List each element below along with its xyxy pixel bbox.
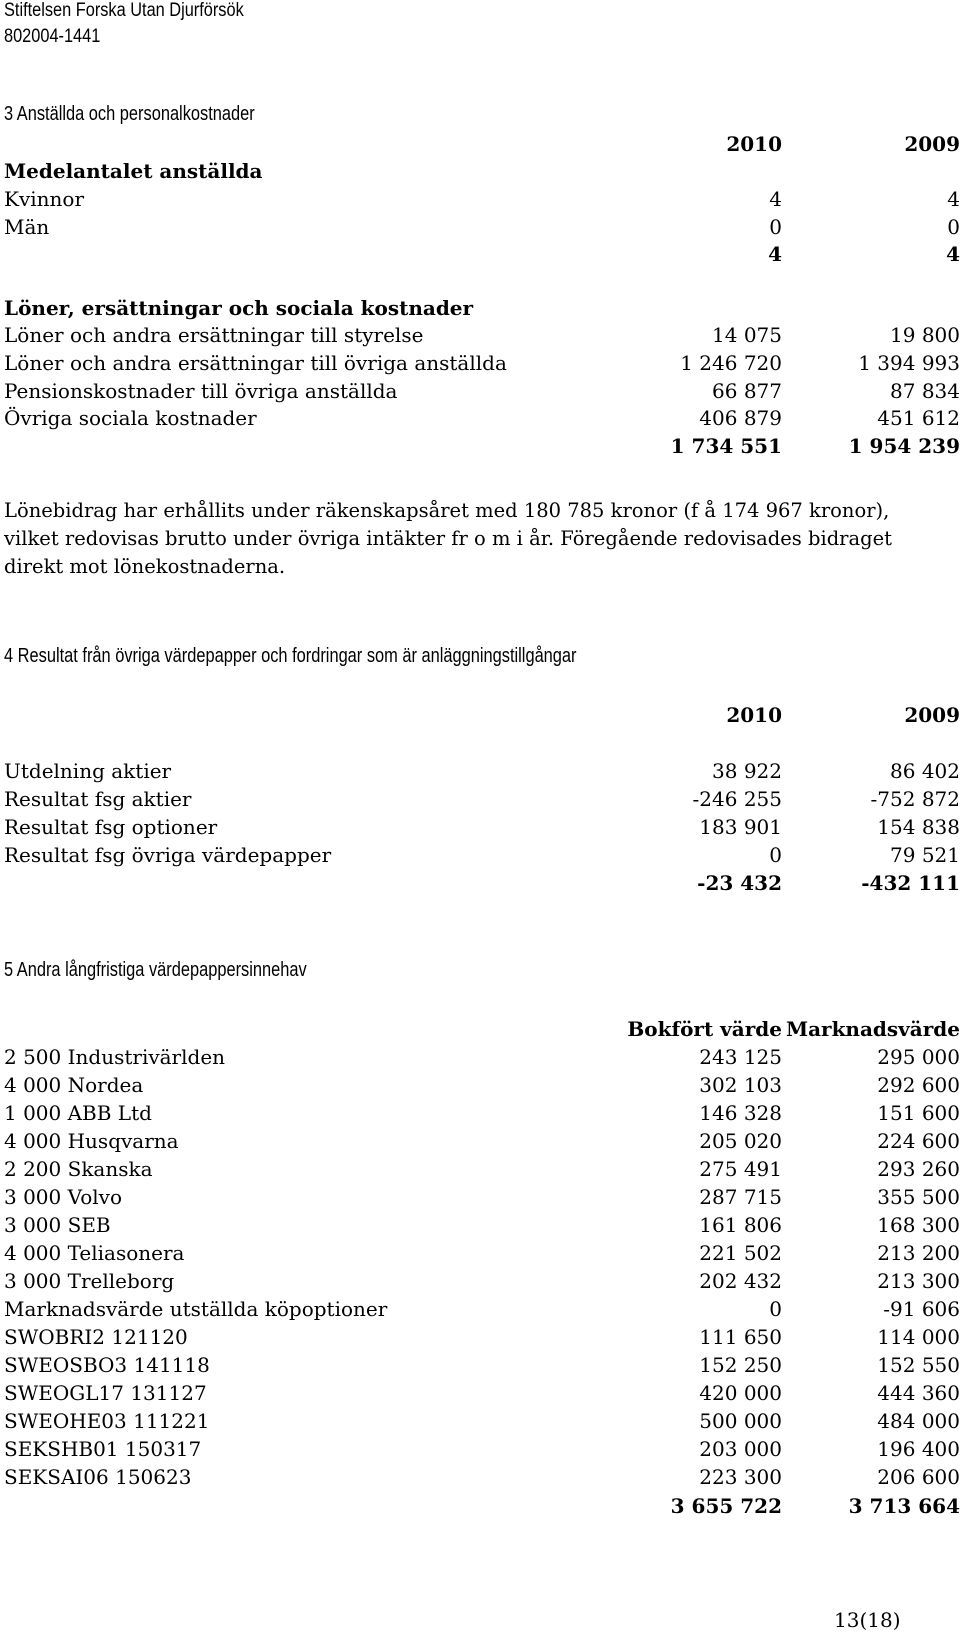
row-book-value: 146 328	[699, 1101, 782, 1125]
row-label: 3 000 Volvo	[4, 1185, 122, 1209]
row-book-value: 500 000	[699, 1409, 782, 1433]
row-label: Resultat fsg optioner	[4, 815, 218, 839]
row-market-value: 355 500	[877, 1185, 960, 1209]
row-label: Utdelning aktier	[4, 759, 172, 783]
row-book-value: 221 502	[699, 1241, 782, 1265]
row-value-2010: 4	[769, 187, 782, 211]
row-market-value: 484 000	[877, 1409, 960, 1433]
organization-number: 802004-1441	[4, 26, 101, 47]
row-label: Resultat fsg aktier	[4, 787, 192, 811]
row-label: Marknadsvärde utställda köpoptioner	[4, 1297, 388, 1321]
row-label: 4 000 Nordea	[4, 1073, 144, 1097]
row-value-2009: -752 872	[870, 787, 960, 811]
row-market-value: 114 000	[877, 1325, 960, 1349]
row-label: Kvinnor	[4, 187, 84, 211]
market-value-header: Marknadsvärde	[785, 1017, 960, 1041]
row-market-value: 213 300	[877, 1269, 960, 1293]
row-market-value: 168 300	[877, 1213, 960, 1237]
row-value-2009: 4	[947, 187, 960, 211]
note3-year-2010: 2010	[726, 132, 782, 156]
row-value-2010: 0	[769, 843, 782, 867]
note4-title: 4 Resultat från övriga värdepapper och fordringar som är anläggningstillgångar	[4, 645, 577, 667]
row-label: Resultat fsg övriga värdepapper	[4, 843, 332, 867]
row-label: Övriga sociala kostnader	[4, 406, 257, 430]
employees-heading: Medelantalet anställda	[4, 159, 263, 183]
row-value-2009: 154 838	[877, 815, 960, 839]
total-2009: 4	[946, 242, 960, 266]
row-label: 2 500 Industrivärlden	[4, 1045, 226, 1069]
total-2010: 4	[768, 242, 782, 266]
row-value-2009: 1 394 993	[858, 351, 960, 375]
row-market-value: 213 200	[877, 1241, 960, 1265]
salary-grant-paragraph: Lönebidrag har erhållits under räkenskapsåret med 180 785 kronor (f å 174 967 kronor), vilket redovisas brutto under övriga intäkter fr o m i år. Föregående redovisades bidraget direkt mot lönekostnaderna.	[4, 499, 892, 578]
row-book-value: 243 125	[699, 1045, 782, 1069]
row-label: SWOBRI2 121120	[4, 1325, 188, 1349]
row-value-2009: 87 834	[890, 379, 960, 403]
total-2009: -432 111	[861, 871, 960, 895]
row-book-value: 111 650	[699, 1325, 782, 1349]
book-value-header: Bokfört värde	[627, 1017, 782, 1041]
note4-year-2010: 2010	[726, 703, 782, 727]
row-market-value: 196 400	[877, 1437, 960, 1461]
note4-year-2009: 2009	[904, 703, 960, 727]
row-label: 1 000 ABB Ltd	[4, 1101, 152, 1125]
row-market-value: 224 600	[877, 1129, 960, 1153]
row-label: 3 000 SEB	[4, 1213, 111, 1237]
row-book-value: 205 020	[699, 1129, 782, 1153]
row-book-value: 202 432	[699, 1269, 782, 1293]
total-2010: -23 432	[697, 871, 782, 895]
row-book-value: 420 000	[699, 1381, 782, 1405]
total-book-value: 3 655 722	[670, 1494, 782, 1518]
row-value-2009: 451 612	[877, 406, 960, 430]
row-label: Löner och andra ersättningar till styrelse	[4, 323, 424, 347]
row-value-2010: 183 901	[699, 815, 782, 839]
row-label: SWEOGL17 131127	[4, 1381, 207, 1405]
row-book-value: 223 300	[699, 1465, 782, 1489]
row-label: 3 000 Trelleborg	[4, 1269, 175, 1293]
row-label: 4 000 Husqvarna	[4, 1129, 179, 1153]
row-value-2009: 86 402	[890, 759, 960, 783]
row-label: Pensionskostnader till övriga anställda	[4, 379, 398, 403]
row-book-value: 0	[769, 1297, 782, 1321]
row-value-2010: 1 246 720	[680, 351, 782, 375]
row-market-value: 206 600	[877, 1465, 960, 1489]
note3-title: 3 Anställda och personalkostnader	[4, 103, 255, 125]
row-book-value: 287 715	[699, 1185, 782, 1209]
total-market-value: 3 713 664	[848, 1494, 960, 1518]
note3-year-2009: 2009	[904, 132, 960, 156]
organization-name: Stiftelsen Forska Utan Djurförsök	[4, 0, 244, 21]
row-value-2010: 38 922	[712, 759, 782, 783]
page-number: 13(18)	[834, 1608, 901, 1632]
row-value-2010: 0	[769, 215, 782, 239]
row-value-2009: 0	[947, 215, 960, 239]
row-book-value: 302 103	[699, 1073, 782, 1097]
total-2009: 1 954 239	[848, 434, 960, 458]
row-book-value: 161 806	[699, 1213, 782, 1237]
total-2010: 1 734 551	[670, 434, 782, 458]
row-value-2010: 406 879	[699, 406, 782, 430]
row-market-value: 444 360	[877, 1381, 960, 1405]
row-label: SEKSAI06 150623	[4, 1465, 192, 1489]
row-value-2010: 66 877	[712, 379, 782, 403]
row-value-2009: 79 521	[890, 843, 960, 867]
row-book-value: 152 250	[699, 1353, 782, 1377]
salaries-heading: Löner, ersättningar och sociala kostnader	[4, 296, 474, 320]
row-market-value: 293 260	[877, 1157, 960, 1181]
row-label: Löner och andra ersättningar till övriga anställda	[4, 351, 507, 375]
row-value-2010: -246 255	[692, 787, 782, 811]
row-label: 2 200 Skanska	[4, 1157, 153, 1181]
row-market-value: -91 606	[883, 1297, 960, 1321]
row-market-value: 292 600	[877, 1073, 960, 1097]
row-value-2009: 19 800	[890, 323, 960, 347]
row-label: SEKSHB01 150317	[4, 1437, 202, 1461]
row-book-value: 275 491	[699, 1157, 782, 1181]
row-market-value: 152 550	[877, 1353, 960, 1377]
row-label: 4 000 Teliasonera	[4, 1241, 185, 1265]
row-label: SWEOHE03 111221	[4, 1409, 210, 1433]
row-label: SWEOSBO3 141118	[4, 1353, 210, 1377]
row-book-value: 203 000	[699, 1437, 782, 1461]
note5-title: 5 Andra långfristiga värdepappersinnehav	[4, 959, 307, 981]
row-label: Män	[4, 215, 50, 239]
row-value-2010: 14 075	[712, 323, 782, 347]
row-market-value: 151 600	[877, 1101, 960, 1125]
row-market-value: 295 000	[877, 1045, 960, 1069]
